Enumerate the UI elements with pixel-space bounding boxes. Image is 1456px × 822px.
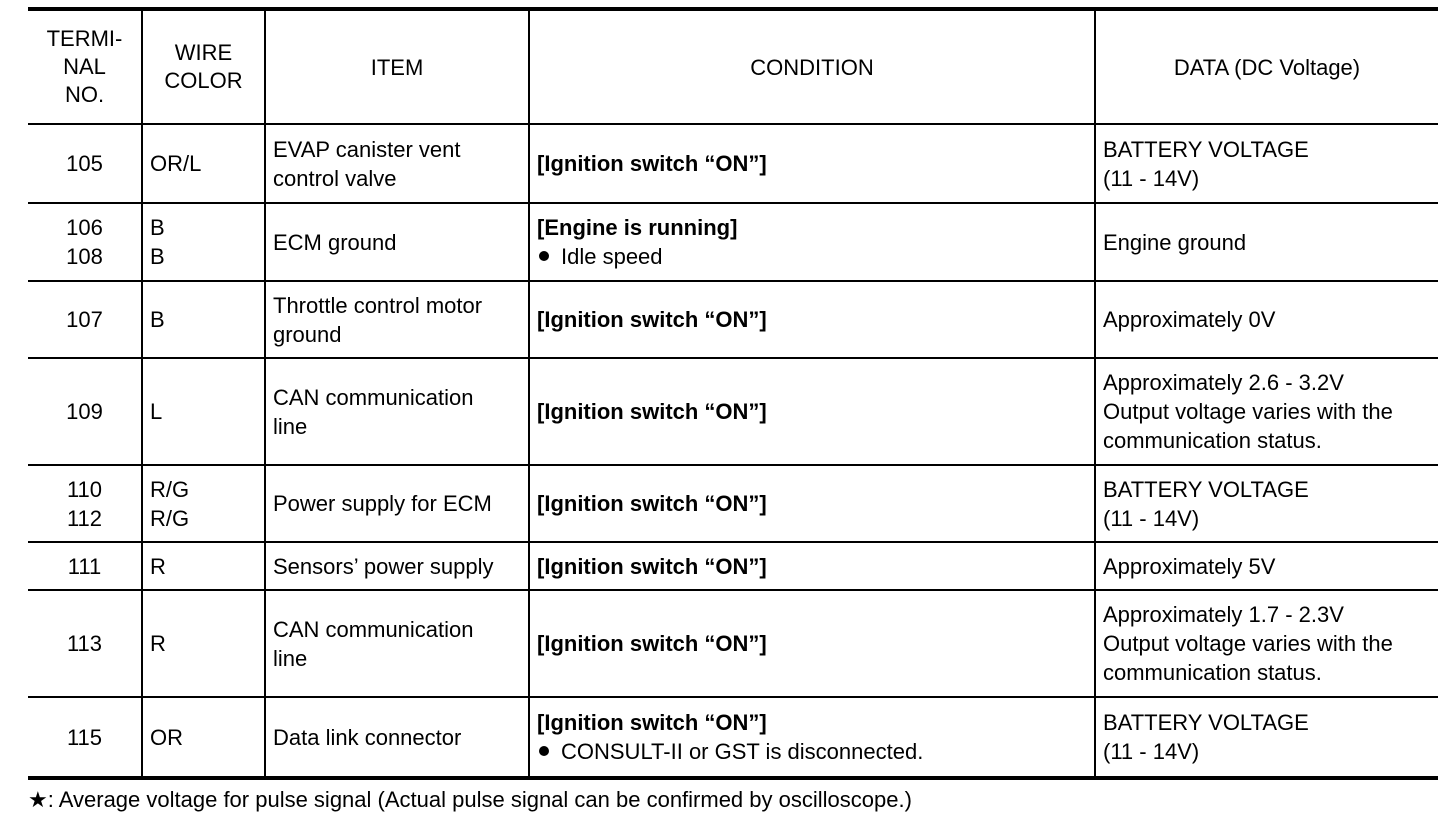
header-wire-line: COLOR [164, 68, 243, 93]
data-value: communication status. [1103, 428, 1322, 453]
data-cell [1095, 358, 1438, 465]
wire-color-cell [142, 358, 265, 465]
condition-heading: [Ignition switch “ON”] [537, 631, 767, 656]
terminal-no: 108 [66, 244, 103, 269]
data-value: Engine ground [1103, 229, 1247, 255]
condition-cell [529, 542, 1095, 590]
item-text: line [273, 645, 308, 671]
wire-color: B [150, 307, 165, 332]
table-header-row [28, 9, 1438, 124]
table-row [28, 542, 1438, 590]
condition-cell [529, 465, 1095, 542]
item-cell [265, 697, 529, 778]
data-value: (11 - 14V) [1103, 505, 1200, 531]
terminal-no-cell [28, 203, 142, 281]
terminal-no: 115 [66, 724, 103, 750]
header-data: DATA (DC Voltage) [1095, 9, 1438, 124]
item-text: Sensors’ power supply [273, 553, 494, 579]
condition-bullet-text: CONSULT-II or GST is disconnected. [561, 739, 924, 764]
item-cell [265, 358, 529, 465]
wire-color: B [150, 215, 165, 240]
table-row [28, 358, 1438, 465]
wire-color: OR [150, 724, 183, 750]
table-row [28, 203, 1438, 281]
condition-heading: [Ignition switch “ON”] [537, 399, 767, 424]
data-value: communication status. [1103, 660, 1322, 685]
bullet-icon [539, 746, 549, 756]
terminal-no: 107 [66, 307, 103, 332]
terminal-no-cell [28, 124, 142, 203]
data-cell [1095, 542, 1438, 590]
table-row [28, 281, 1438, 358]
data-value: BATTERY VOLTAGE [1103, 136, 1309, 162]
terminal-no-cell [28, 281, 142, 358]
header-condition: CONDITION [529, 9, 1095, 124]
item-text: line [273, 413, 308, 439]
item-text: CAN communication [273, 616, 474, 642]
terminal-no-cell [28, 542, 142, 590]
table-body [28, 124, 1438, 778]
item-text: Data link connector [273, 724, 462, 750]
data-value: Approximately 2.6 - 3.2V [1103, 370, 1344, 395]
terminal-no: 106 [66, 215, 103, 240]
data-cell [1095, 465, 1438, 542]
terminal-no: 110 [66, 476, 103, 502]
data-cell [1095, 590, 1438, 697]
header-terminal-line: NO. [64, 82, 105, 107]
item-text: EVAP canister vent [273, 136, 461, 162]
wire-color-cell [142, 697, 265, 778]
condition-bullet-item [537, 737, 1087, 766]
item-text: CAN communication [273, 384, 474, 410]
item-text: control valve [273, 165, 397, 191]
data-cell [1095, 203, 1438, 281]
wire-color: L [150, 399, 163, 424]
terminal-no: 109 [66, 399, 103, 424]
condition-cell [529, 124, 1095, 203]
item-cell [265, 590, 529, 697]
wire-color: R/G [150, 476, 190, 502]
item-cell [265, 124, 529, 203]
condition-cell [529, 281, 1095, 358]
condition-heading: [Ignition switch “ON”] [537, 553, 767, 579]
footnote: ★: Average voltage for pulse signal (Actual pulse signal can be confirmed by oscilloscope.) [28, 787, 912, 812]
header-terminal-line: NAL [63, 54, 106, 79]
terminal-no: 112 [66, 505, 103, 531]
data-value: Approximately 5V [1103, 553, 1276, 579]
condition-bullet-item [537, 242, 1087, 271]
ecm-terminal-table [28, 7, 1438, 780]
wire-color-cell [142, 124, 265, 203]
condition-heading: [Ignition switch “ON”] [537, 491, 767, 516]
data-value: Output voltage varies with the [1103, 631, 1393, 656]
data-cell [1095, 124, 1438, 203]
table-row [28, 124, 1438, 203]
terminal-no-cell [28, 697, 142, 778]
condition-heading: [Engine is running] [537, 215, 738, 240]
item-cell [265, 281, 529, 358]
table-row [28, 697, 1438, 778]
data-value: (11 - 14V) [1103, 739, 1200, 764]
data-value: Output voltage varies with the [1103, 399, 1393, 424]
wire-color: R [150, 553, 166, 579]
terminal-no-cell [28, 358, 142, 465]
item-cell [265, 542, 529, 590]
table-row [28, 590, 1438, 697]
header-wire-color [142, 9, 265, 124]
wire-color: B [150, 244, 165, 269]
wire-color-cell [142, 465, 265, 542]
data-value: (11 - 14V) [1103, 165, 1200, 191]
item-cell [265, 465, 529, 542]
terminal-no-cell [28, 465, 142, 542]
item-text: ECM ground [273, 229, 397, 255]
condition-heading: [Ignition switch “ON”] [537, 710, 767, 735]
condition-cell [529, 203, 1095, 281]
data-cell [1095, 697, 1438, 778]
wire-color: R/G [150, 505, 190, 531]
data-value: Approximately 1.7 - 2.3V [1103, 602, 1344, 627]
item-cell [265, 203, 529, 281]
bullet-icon [539, 251, 549, 261]
wire-color: R [150, 631, 166, 656]
header-wire-line: WIRE [174, 40, 233, 65]
item-text: Throttle control motor [273, 292, 483, 318]
condition-cell [529, 358, 1095, 465]
terminal-no: 113 [66, 631, 103, 656]
wire-color-cell [142, 203, 265, 281]
ecm-terminal-table-container [28, 7, 1438, 780]
header-terminal-no [28, 9, 142, 124]
wire-color-cell [142, 590, 265, 697]
table-row [28, 465, 1438, 542]
condition-cell [529, 590, 1095, 697]
item-text: ground [273, 321, 342, 347]
data-value: BATTERY VOLTAGE [1103, 476, 1309, 502]
condition-cell [529, 697, 1095, 778]
condition-heading: [Ignition switch “ON”] [537, 151, 767, 176]
terminal-no: 105 [66, 151, 103, 176]
terminal-no: 111 [67, 553, 102, 579]
condition-heading: [Ignition switch “ON”] [537, 307, 767, 332]
data-value: BATTERY VOLTAGE [1103, 710, 1309, 735]
data-value: Approximately 0V [1103, 307, 1276, 332]
wire-color: OR/L [150, 151, 202, 176]
data-cell [1095, 281, 1438, 358]
condition-bullet-text: Idle speed [561, 244, 663, 269]
wire-color-cell [142, 542, 265, 590]
terminal-no-cell [28, 590, 142, 697]
header-item: ITEM [265, 9, 529, 124]
header-terminal-line: TERMI- [46, 26, 123, 51]
wire-color-cell [142, 281, 265, 358]
item-text: Power supply for ECM [273, 491, 492, 516]
